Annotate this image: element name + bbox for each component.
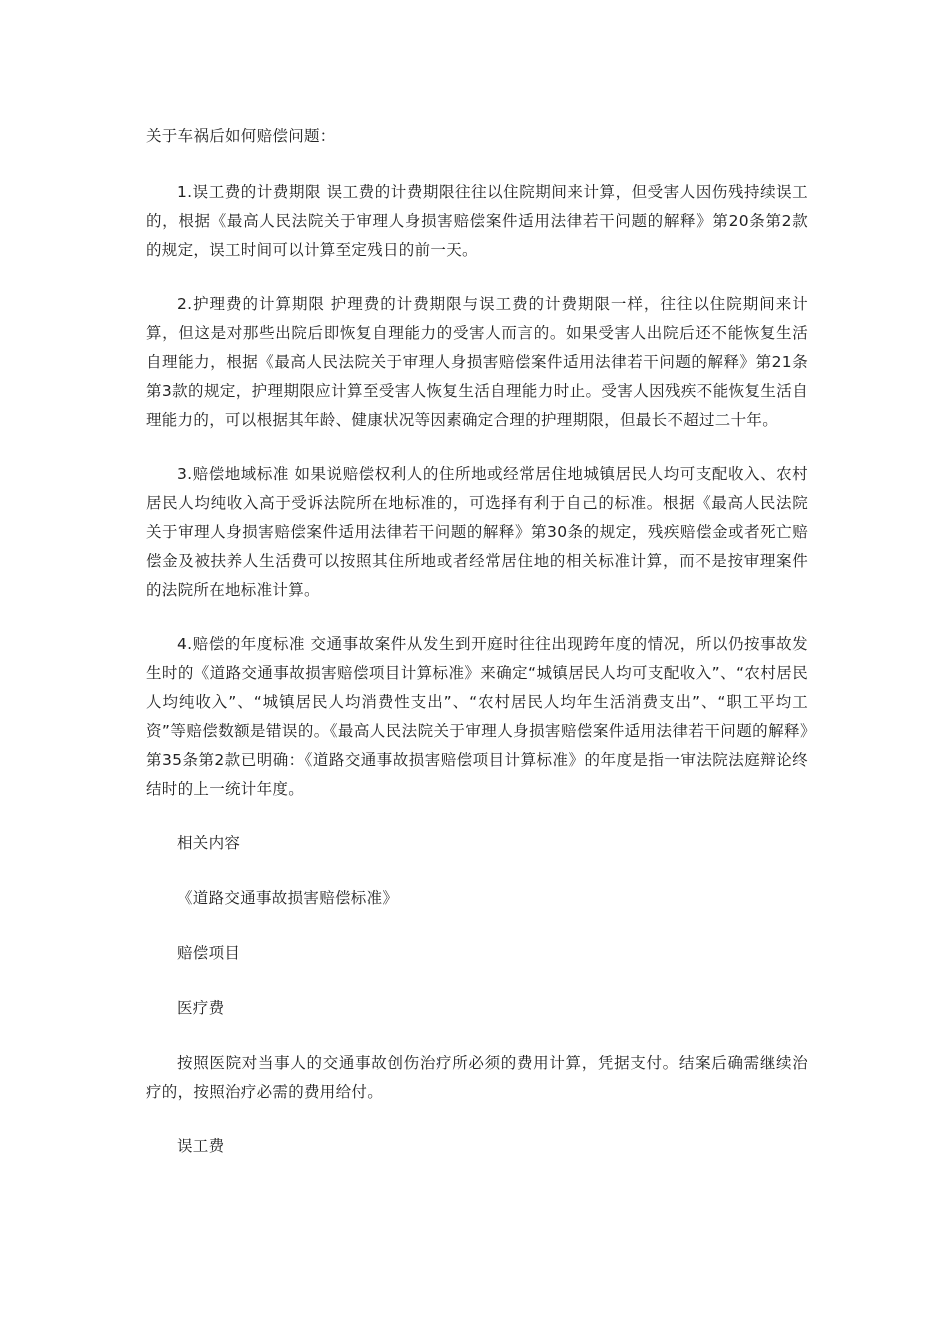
- paragraph-lost-wage-period: 1.误工费的计费期限 误工费的计费期限往往以住院期间来计算，但受害人因伤残持续误工的，根据《最高人民法院关于审理人身损害赔偿案件适用法律若干问题的解释》第20条第2款的规定，误工时间可以计算至定残日的前一天。: [146, 183, 808, 259]
- items-heading: 赔偿项目: [177, 944, 241, 962]
- paragraph-annual-standard: 4.赔偿的年度标准 交通事故案件从发生到开庭时往往出现跨年度的情况，所以仍按事故发生时的《道路交通事故损害赔偿项目计算标准》来确定“城镇居民人均可支配收入”、“农村居民人均纯收入”、“城镇居民人均消费性支出”、“农村居民人均年生活消费支出”、“职工平均工资”等赔偿数额是错误的。《最高人民法院关于审理人身损害赔偿案件适用法律若干问题的解释》第35条第2款已明确：《道路交通事故损害赔偿项目计算标准》的年度是指一审法院法庭辩论终结时的上一统计年度。: [146, 635, 808, 798]
- paragraph-nursing-period: 2.护理费的计算期限 护理费的计费期限与误工费的计费期限一样，往往以住院期间来计算，但这是对那些出院后即恢复自理能力的受害人而言的。如果受害人出院后还不能恢复生活自理能力，根据《最高人民法院关于审理人身损害赔偿案件适用法律若干问题的解释》第21条第3款的规定，护理期限应计算至受害人恢复生活自理能力时止。受害人因残疾不能恢复生活自理能力的，可以根据其年龄、健康状况等因素确定合理的护理期限，但最长不超过二十年。: [146, 295, 808, 429]
- document-body: [146, 122, 808, 1187]
- medical-text: 按照医院对当事人的交通事故创伤治疗所必须的费用计算，凭据支付。结案后确需继续治疗的，按照治疗必需的费用给付。: [146, 1054, 808, 1101]
- lost-wage-heading: 误工费: [177, 1137, 225, 1155]
- paragraph-regional-standard: 3.赔偿地域标准 如果说赔偿权利人的住所地或经常居住地城镇居民人均可支配收入、农村居民人均纯收入高于受诉法院所在地标准的，可选择有利于自己的标准。根据《最高人民法院关于审理人身损害赔偿案件适用法律若干问题的解释》第30条的规定，残疾赔偿金或者死亡赔偿金及被扶养人生活费可以按照其住所地或者经常居住地的相关标准计算，而不是按审理案件的法院所在地标准计算。: [146, 465, 808, 599]
- related-heading: 相关内容: [177, 834, 241, 852]
- medical-heading: 医疗费: [177, 999, 225, 1017]
- standard-title: 《道路交通事故损害赔偿标准》: [177, 889, 399, 907]
- document-title: 关于车祸后如何赔偿问题：: [146, 127, 336, 145]
